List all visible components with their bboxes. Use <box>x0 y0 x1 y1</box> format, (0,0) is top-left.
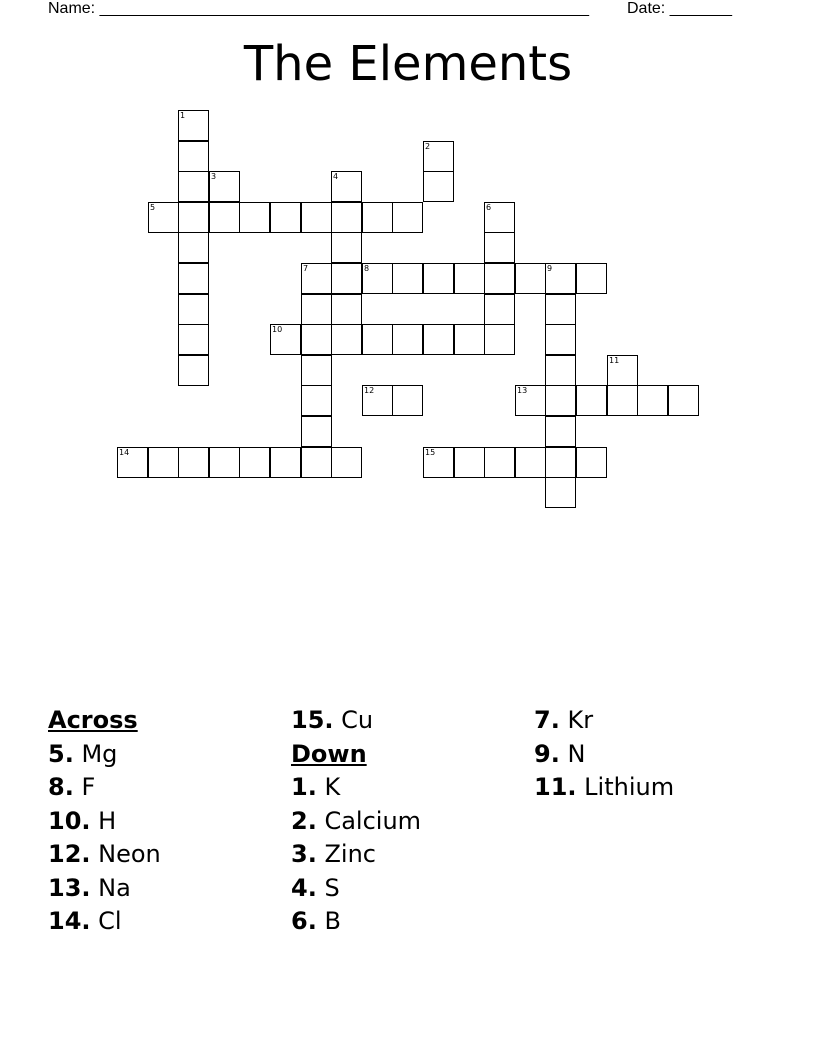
clue-text: Cl <box>98 907 122 935</box>
grid-cell[interactable] <box>576 263 607 294</box>
clue-column-3 <box>534 704 774 805</box>
grid-cell[interactable] <box>362 385 393 416</box>
grid-cell[interactable] <box>331 447 362 478</box>
grid-cell[interactable] <box>454 447 485 478</box>
clue-number: 4. <box>291 873 317 902</box>
grid-cell[interactable] <box>423 263 454 294</box>
grid-cell[interactable] <box>484 447 515 478</box>
clue-text: K <box>324 773 341 801</box>
grid-cell[interactable] <box>301 294 332 325</box>
grid-cell[interactable] <box>209 202 240 233</box>
clue-number: 2. <box>291 806 317 835</box>
grid-cell[interactable] <box>301 355 332 386</box>
grid-cell[interactable] <box>148 447 179 478</box>
grid-cell[interactable] <box>423 324 454 355</box>
grid-cell[interactable] <box>607 385 638 416</box>
clue-column-2 <box>291 704 531 939</box>
clue-number: 13. <box>48 873 91 902</box>
across-heading: Across <box>48 706 138 734</box>
cell-number: 10 <box>272 325 283 334</box>
grid-cell[interactable] <box>301 202 332 233</box>
grid-cell[interactable] <box>331 171 362 202</box>
clue-text: S <box>324 873 340 902</box>
down-clue <box>291 805 531 839</box>
grid-cell[interactable] <box>392 263 423 294</box>
grid-cell[interactable] <box>178 232 209 263</box>
grid-cell[interactable] <box>484 324 515 355</box>
grid-cell[interactable] <box>331 294 362 325</box>
clue-number: 9. <box>534 739 560 768</box>
grid-cell[interactable] <box>178 447 209 478</box>
cell-number: 4 <box>333 172 339 181</box>
cell-number: 5 <box>150 203 156 212</box>
grid-cell[interactable] <box>545 416 576 447</box>
clue-text: Neon <box>98 840 161 868</box>
across-clue <box>48 771 288 805</box>
grid-cell[interactable] <box>484 202 515 233</box>
across-clue <box>291 704 531 738</box>
grid-cell[interactable] <box>515 447 546 478</box>
grid-cell[interactable] <box>270 324 301 355</box>
clue-number: 7. <box>534 706 560 734</box>
cell-number: 7 <box>303 264 309 273</box>
grid-cell[interactable] <box>270 447 301 478</box>
cell-number: 15 <box>425 448 436 457</box>
grid-cell[interactable] <box>178 324 209 355</box>
grid-cell[interactable] <box>209 447 240 478</box>
grid-cell[interactable] <box>515 385 546 416</box>
cell-number: 14 <box>119 448 130 457</box>
grid-cell[interactable] <box>178 355 209 386</box>
grid-cell[interactable] <box>301 324 332 355</box>
clue-text: N <box>567 739 586 768</box>
grid-cell[interactable] <box>576 385 607 416</box>
grid-cell[interactable] <box>423 171 454 202</box>
clue-text: B <box>324 907 341 935</box>
cell-number: 2 <box>425 142 431 151</box>
cell-number: 9 <box>547 264 553 273</box>
clue-text: Kr <box>567 706 594 734</box>
grid-cell[interactable] <box>545 324 576 355</box>
grid-cell[interactable] <box>454 324 485 355</box>
grid-cell[interactable] <box>545 477 576 508</box>
grid-cell[interactable] <box>545 263 576 294</box>
date-field-label: Date: _______ <box>627 0 732 17</box>
grid-cell[interactable] <box>515 263 546 294</box>
grid-cell[interactable] <box>423 141 454 172</box>
grid-cell[interactable] <box>331 263 362 294</box>
grid-cell[interactable] <box>178 110 209 141</box>
grid-cell[interactable] <box>178 202 209 233</box>
clue-column-1 <box>48 704 288 939</box>
clue-number: 14. <box>48 907 91 935</box>
grid-cell[interactable] <box>178 171 209 202</box>
clue-text: Lithium <box>584 773 675 801</box>
grid-cell[interactable] <box>117 447 148 478</box>
clue-text: F <box>81 773 96 801</box>
grid-cell[interactable] <box>178 263 209 294</box>
grid-cell[interactable] <box>484 232 515 263</box>
cell-number: 11 <box>609 356 620 365</box>
grid-cell[interactable] <box>331 232 362 263</box>
grid-cell[interactable] <box>545 294 576 325</box>
clue-number: 11. <box>534 773 577 801</box>
grid-cell[interactable] <box>301 385 332 416</box>
grid-cell[interactable] <box>454 263 485 294</box>
cell-number: 8 <box>364 264 370 273</box>
grid-cell[interactable] <box>545 385 576 416</box>
down-clue <box>534 738 774 772</box>
grid-cell[interactable] <box>637 385 668 416</box>
cell-number: 1 <box>180 111 186 120</box>
clue-number: 5. <box>48 739 74 768</box>
grid-cell[interactable] <box>362 324 393 355</box>
grid-cell[interactable] <box>239 202 270 233</box>
grid-cell[interactable] <box>423 447 454 478</box>
down-clue <box>291 905 531 939</box>
clue-text: Na <box>98 873 131 902</box>
down-clue <box>291 838 531 872</box>
clue-text: Mg <box>81 739 118 768</box>
grid-cell[interactable] <box>331 202 362 233</box>
cell-number: 6 <box>486 203 492 212</box>
down-clue <box>534 771 774 805</box>
grid-cell[interactable] <box>301 263 332 294</box>
name-field-label: Name: _______________________________________________________ <box>48 0 589 17</box>
clue-text: Zinc <box>324 840 376 868</box>
across-clue <box>48 805 288 839</box>
grid-cell[interactable] <box>607 355 638 386</box>
grid-cell[interactable] <box>178 141 209 172</box>
down-clue <box>534 704 774 738</box>
across-clue <box>48 738 288 772</box>
across-clue <box>48 872 288 906</box>
grid-cell[interactable] <box>484 263 515 294</box>
down-clue <box>291 771 531 805</box>
grid-cell[interactable] <box>668 385 699 416</box>
cell-number: 13 <box>517 386 528 395</box>
clue-number: 15. <box>291 706 334 734</box>
cell-number: 3 <box>211 172 217 181</box>
down-heading: Down <box>291 739 367 768</box>
clue-number: 8. <box>48 773 74 801</box>
grid-cell[interactable] <box>392 385 423 416</box>
clue-number: 1. <box>291 773 317 801</box>
grid-cell[interactable] <box>545 355 576 386</box>
grid-cell[interactable] <box>331 324 362 355</box>
grid-cell[interactable] <box>576 447 607 478</box>
grid-cell[interactable] <box>392 324 423 355</box>
grid-cell[interactable] <box>484 294 515 325</box>
grid-cell[interactable] <box>362 202 393 233</box>
grid-cell[interactable] <box>301 447 332 478</box>
grid-cell[interactable] <box>301 416 332 447</box>
grid-cell[interactable] <box>270 202 301 233</box>
grid-cell[interactable] <box>239 447 270 478</box>
down-clue <box>291 872 531 906</box>
across-clue <box>48 905 288 939</box>
clue-text: Cu <box>341 706 374 734</box>
grid-cell[interactable] <box>178 294 209 325</box>
grid-cell[interactable] <box>209 171 240 202</box>
clue-text: Calcium <box>324 806 422 835</box>
clue-number: 6. <box>291 907 317 935</box>
clue-text: H <box>98 806 117 835</box>
grid-cell[interactable] <box>392 202 423 233</box>
clue-number: 12. <box>48 840 91 868</box>
clue-number: 3. <box>291 840 317 868</box>
page-title: The Elements <box>243 36 573 92</box>
across-clue <box>48 838 288 872</box>
cell-number: 12 <box>364 386 375 395</box>
grid-cell[interactable] <box>545 447 576 478</box>
grid-cell[interactable] <box>362 263 393 294</box>
grid-cell[interactable] <box>148 202 179 233</box>
clue-number: 10. <box>48 806 91 835</box>
